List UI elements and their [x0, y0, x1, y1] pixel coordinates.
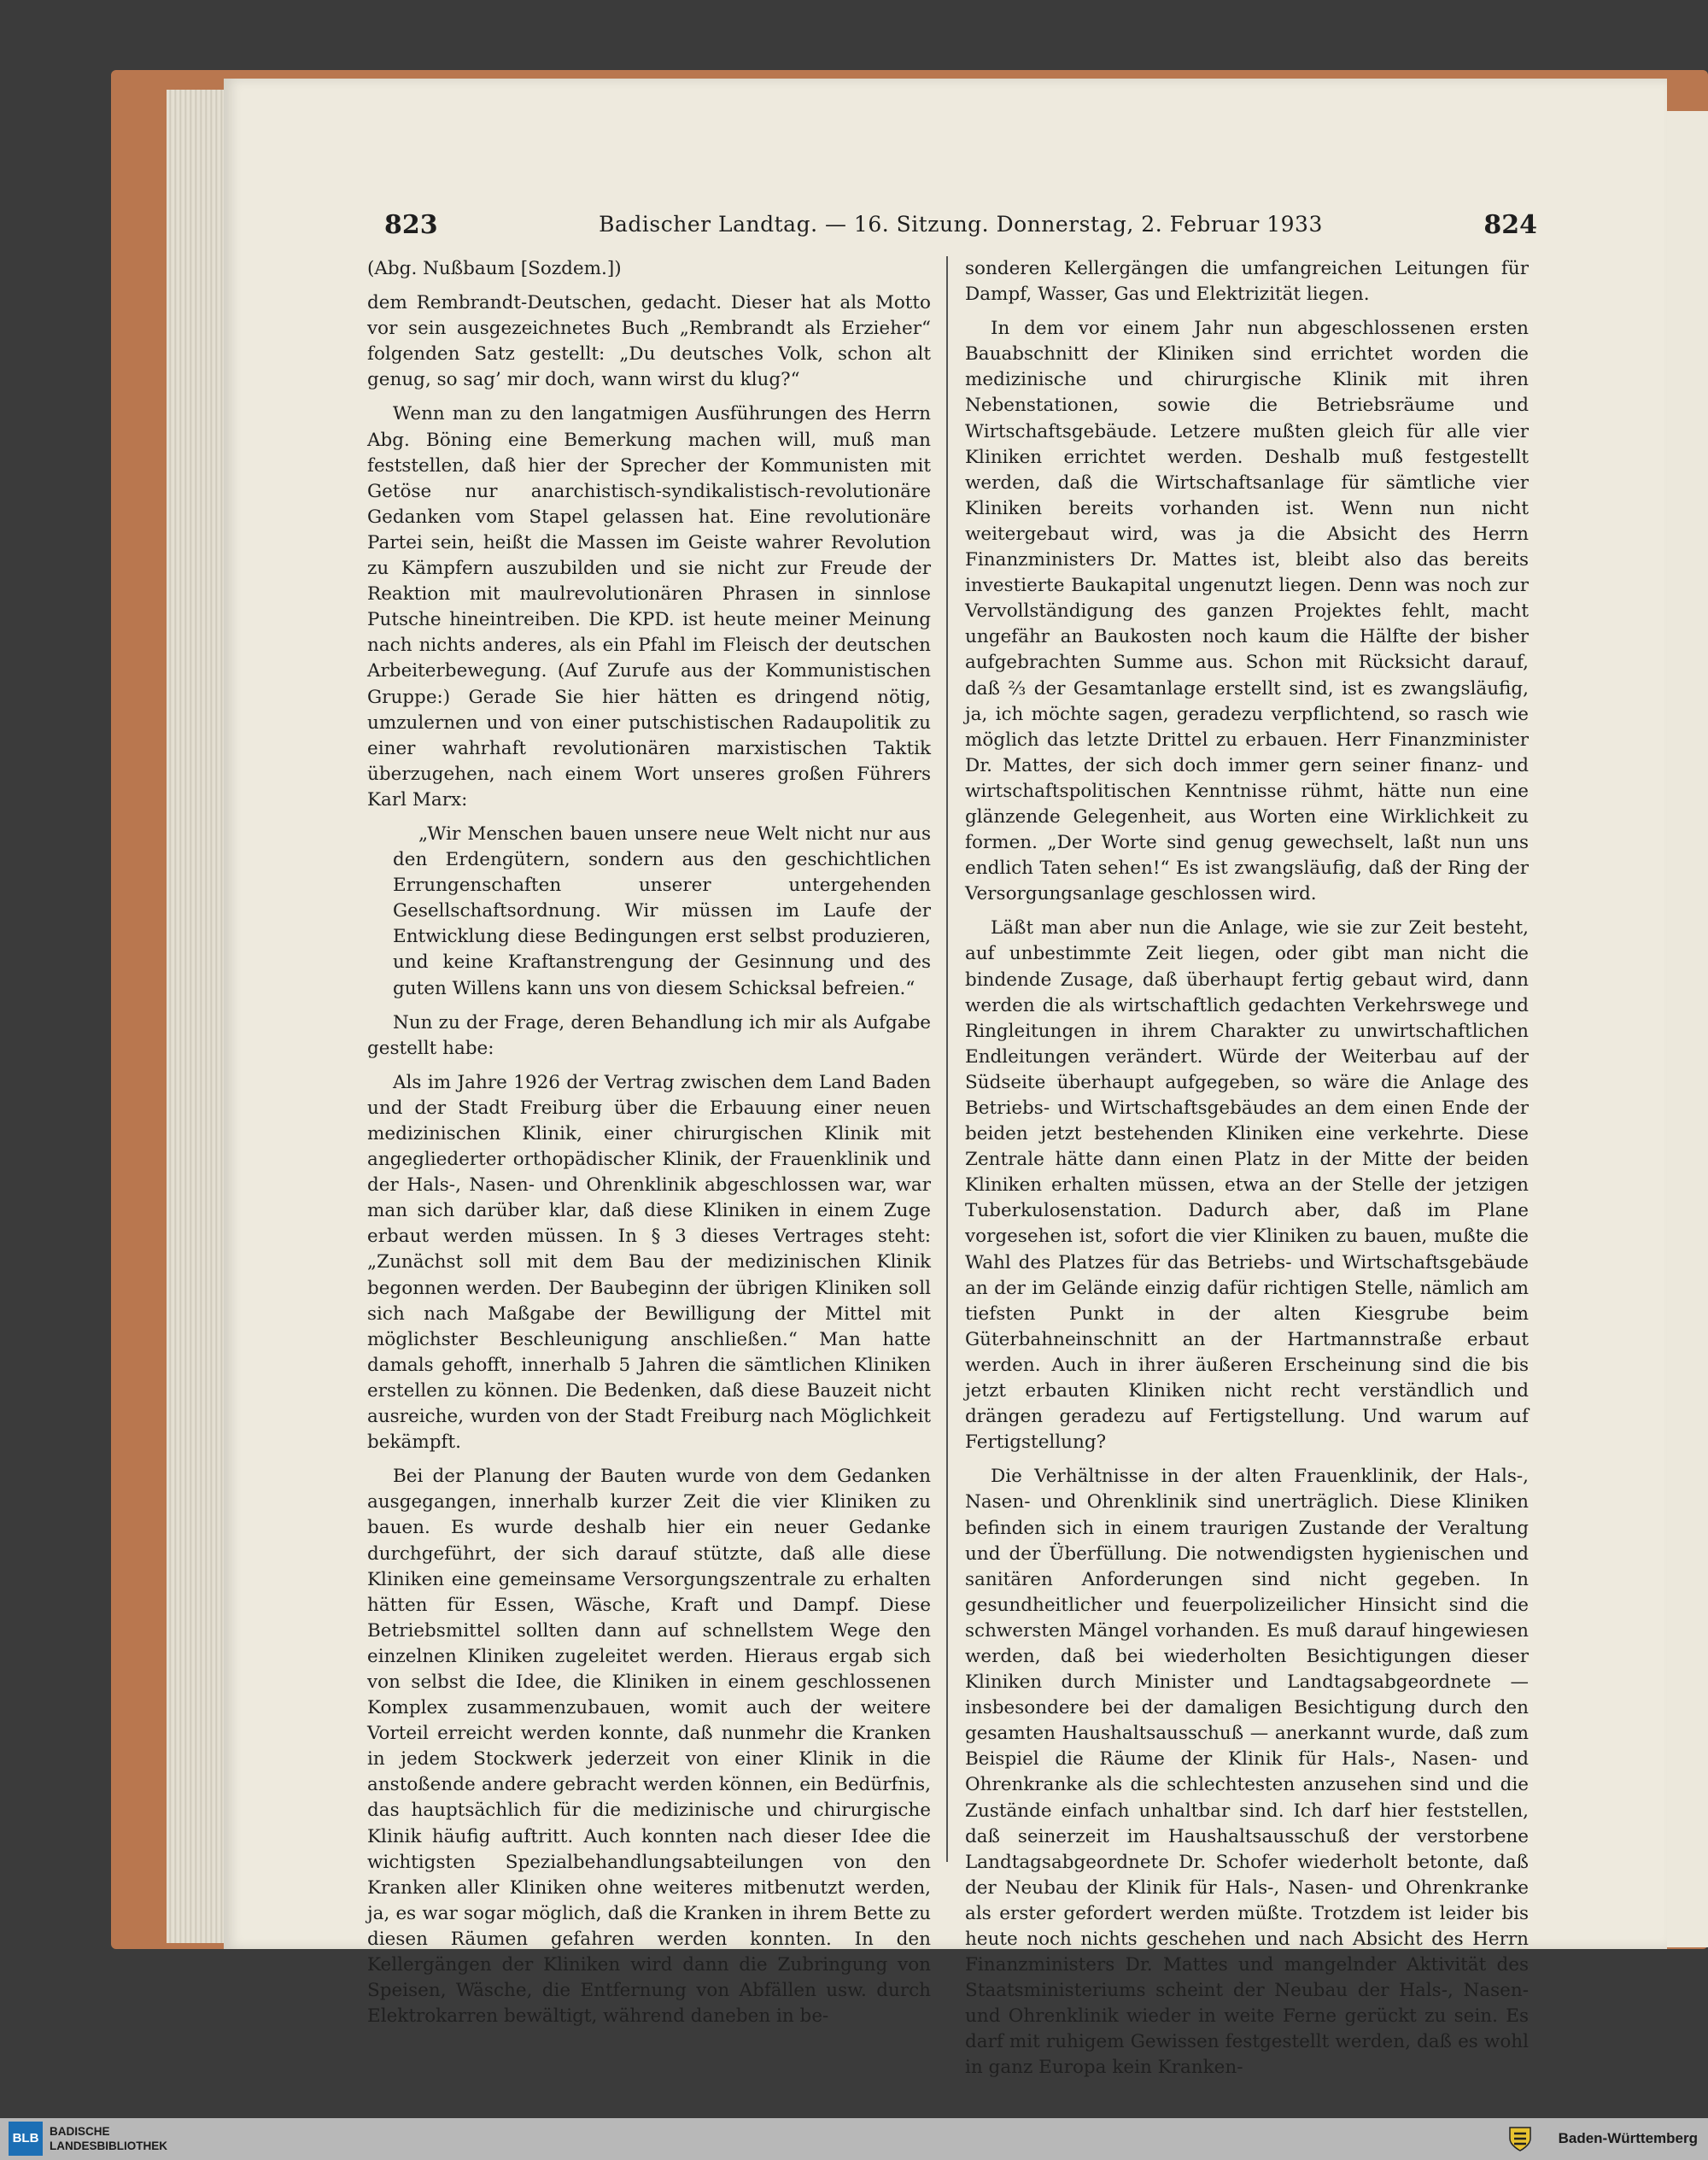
- paragraph: dem Rembrandt-Deutschen, gedacht. Dieser hat als Motto vor sein ausgezeichnetes Buch „Rembrandt als Erzieher“ folgenden Satz gestellt: „Du deutsches Volk, schon alt genug, so sag’ mir doch, wann wirst du klug?“: [367, 292, 931, 391]
- paragraph: Läßt man aber nun die Anlage, wie sie zur Zeit besteht, auf unbestimmte Zeit liegen, oder gibt man nicht die bindende Zusage, daß überhaupt fertig gebaut wird, dann werden die als wirtschaftlich gedachten Verkehrswege und Ringleitungen in ihrem Charakter zu unwirtschaftlichen Endleitungen verändert. Würde der Weiterbau auf der Südseite überhaupt aufgegeben, so wäre die Anlage des Betriebs- und Wirtschaftsgebäudes an dem einen Ende der beiden jetzt bestehenden Kliniken eine verkehrte. Diese Zentrale hätte dann einen Platz in der Mitte der beiden Kliniken erhalten müssen, etwa an der Stelle der jetzigen Tuberkulosenstation. Dadurch aber, daß im Plane vorgesehen ist, sofort die vier Kliniken zu bauen, mußte die Wahl des Platzes für das Betriebs- und Wirtschaftsgebäude an der im Gelände einzig dafür richtigen Stelle, nämlich am tiefsten Punkt in der alten Kiesgrube beim Güterbahneinschnitt an der Hartmannstraße erbaut werden. Auch in ihrer äußeren Erscheinung sind die bis jetzt erbauten Kliniken nicht recht verständlich und drängen geradezu auf Fertigstellung. Und warum auf Fertigstellung?: [965, 917, 1529, 1454]
- blb-name: [50, 2124, 167, 2153]
- library-footer-bar: [0, 2118, 1708, 2160]
- block-quote: „Wir Menschen bauen unsere neue Welt nicht nur aus den Erdengütern, sondern aus den geschichtlichen Errungenschaften unserer untergehenden Gesellschaftsordnung. Wir müssen im Laufe der Entwicklung diese Bedingungen erst selbst produzieren, und keine Kraftanstrengung der Gesinnung und des guten Willens kann uns von diesem Schicksal befreien.“: [393, 822, 931, 999]
- paragraph: Die Verhältnisse in der alten Frauenklinik, der Hals-, Nasen- und Ohrenklinik sind unerträglich. Diese Kliniken befinden sich in einem traurigen Zustande der Veraltung und der Überfüllung. Die notwendigsten hygienischen und sanitären Anforderungen sind nicht gegeben. In gesundheitlicher und feuerpolizeilicher Hinsicht sind die schwersten Mängel vorhanden. Es muß darauf hingewiesen werden, daß bei wiederholten Besichtigungen dieser Kliniken durch Minister und Landtagsabgeordnete — insbesondere bei der damaligen Besichtigung durch den gesamten Haushaltsausschuß — anerkannt wurde, daß zum Beispiel die Räume der Klinik für Hals-, Nasen- und Ohrenkranke als die schlechtesten anzusehen sind und die Zustände einfach unhaltbar sind. Ich darf hier feststellen, daß seinerzeit im Haushaltsausschuß der verstorbene Landtagsabgeordnete Dr. Schofer wiederholt betonte, daß der Neubau der Klinik für Hals-, Nasen- und Ohrenkranke als erster gefordert werden müßte. Trotzdem ist leider bis heute noch nichts geschehen und nach Absicht des Herrn Finanzministers Dr. Mattes und mangelnder Aktivität des Staatsministeriums scheint der Neubau der Hals-, Nasen- und Ohrenklinik wieder in weite Ferne gerückt zu sein. Es darf mit ruhigem Gewissen festgestellt werden, daß es wohl in ganz Europa kein Kranken-: [965, 1466, 1529, 2079]
- bw-label[interactable]: Baden-Württemberg: [1558, 2130, 1698, 2146]
- blb-logo[interactable]: BLB: [9, 2122, 43, 2156]
- page-number-left: 823: [384, 210, 438, 240]
- page-header: [384, 210, 1537, 244]
- bw-coat-of-arms-icon: [1507, 2125, 1533, 2152]
- blb-name-line2: LANDESBIBLIOTHEK: [50, 2140, 167, 2152]
- paragraph: sonderen Kellergängen die umfangreichen Leitungen für Dampf, Wasser, Gas und Elektrizität liegen.: [965, 258, 1529, 306]
- page-number-right: 824: [1483, 210, 1537, 240]
- paragraph: Nun zu der Frage, deren Behandlung ich mir als Aufgabe gestellt habe:: [367, 1011, 931, 1059]
- running-title: Badischer Landtag. — 16. Sitzung. Donnerstag, 2. Februar 1933: [599, 212, 1323, 237]
- left-column: [367, 256, 931, 2038]
- speaker-note: (Abg. Nußbaum [Sozdem.]): [367, 258, 622, 279]
- column-divider: [946, 256, 948, 1862]
- paragraph: Wenn man zu den langatmigen Ausführungen des Herrn Abg. Böning eine Bemerkung machen will, muß man feststellen, daß hier der Sprecher der Kommunisten mit Getöse nur anarchistisch-syndikalistisch-revolutionäre Gedanken vom Stapel gelassen hat. Eine revolutionäre Partei sein, heißt die Massen im Geiste wahrer Revolution zu Kämpfern auszubilden und sie nicht zur Freude der Reaktion mit maulrevolutionären Phrasen in sinnlose Putsche hineintreiben. Die KPD. ist heute meiner Meinung nach nichts anderes, als ein Pfahl im Fleisch der deutschen Arbeiterbewegung. (Auf Zurufe aus der Kommunistischen Gruppe:) Gerade Sie hier hätten es dringend nötig, umzulernen und von einer putschistischen Radaupolitik zu einer wahrhaft revolutionären marxistischen Taktik überzugehen, nach einem Wort unseres großen Führers Karl Marx:: [367, 403, 931, 811]
- right-column: [965, 256, 1529, 2090]
- paragraph: In dem vor einem Jahr nun abgeschlossenen ersten Bauabschnitt der Kliniken sind errichtet worden die medizinische und chirurgische Klinik mit ihren Nebenstationen, sowie die Betriebsräume und Wirtschaftsgebäude. Letzere mußten gleich für alle vier Kliniken errichtet werden. Deshalb muß festgestellt werden, daß die Wirtschaftsanlage für sämtliche vier Kliniken bereits vorhanden ist. Wenn nun nicht weitergebaut wird, was ja die Absicht des Herrn Finanzministers Dr. Mattes ist, bleibt also das bereits investierte Baukapital ungenutzt liegen. Denn was noch zur Vervollständigung des ganzen Projektes fehlt, macht ungefähr an Baukosten noch kaum die Hälfte der bisher aufgebrachten Summe aus. Schon mit Rücksicht darauf, daß ⅔ der Gesamtanlage erstellt sind, ist es zwangsläufig, ja, ich möchte sagen, geradezu verpflichtend, so rasch wie möglich das letzte Drittel zu erbauen. Herr Finanzminister Dr. Mattes, der sich doch immer gern seiner finanz- und wirtschaftspolitischen Kenntnisse rühmt, hätte nun eine glänzende Gelegenheit, aus Worten eine Wirklichkeit zu formen. „Der Worte sind genug gewechselt, laßt nun uns endlich Taten sehen!“ Es ist zwangsläufig, daß der Ring der Versorgungsanlage geschlossen wird.: [965, 318, 1529, 905]
- paragraph: Als im Jahre 1926 der Vertrag zwischen dem Land Baden und der Stadt Freiburg über die Erbauung einer neuen medizinischen Klinik, einer chirurgischen Klinik mit angegliederter orthopädischer Klinik, der Frauenklinik und der Hals-, Nasen- und Ohrenklinik abgeschlossen war, war man sich darüber klar, daß diese Kliniken in einem Zuge erbaut werden müssen. In § 3 dieses Vertrages steht: „Zunächst soll mit dem Bau der medizinischen Klinik begonnen werden. Der Baubeginn der übrigen Kliniken soll sich nach Maßgabe der Bewilligung der Mittel mit möglichster Beschleunigung anschließen.“ Man hatte damals gehofft, innerhalb 5 Jahren die sämtlichen Kliniken erstellen zu können. Die Bedenken, daß diese Bauzeit nicht ausreiche, wurden von der Stadt Freiburg nach Möglichkeit bekämpft.: [367, 1071, 931, 1454]
- paragraph: Bei der Planung der Bauten wurde von dem Gedanken ausgegangen, innerhalb kurzer Zeit die vier Kliniken zu bauen. Es wurde deshalb hier ein neuer Gedanke durchgeführt, der sich darauf stützte, daß alle diese Kliniken eine gemeinsame Versorgungszentrale zu erhalten hätten für Essen, Wäsche, Kraft und Dampf. Diese Betriebsmittel sollten dann auf schnellstem Wege den einzelnen Kliniken zugeleitet werden. Hieraus ergab sich von selbst die Idee, die Kliniken in einem geschlossenen Komplex zusammenzubauen, womit auch der weitere Vorteil erreicht werden konnte, daß nunmehr die Kranken in jedem Stockwerk jederzeit von einer Klinik in die anstoßende andere gebracht werden können, ein Bedürfnis, das hauptsächlich für die medizinische und chirurgische Klinik häufig auftritt. Auch konnten nach dieser Idee die wichtigsten Spezialbehandlungsabteilungen von den Kranken aller Kliniken ohne weiteres mitbenutzt werden, ja, es war sogar möglich, daß die Kranken in ihrem Bette zu diesen Räumen gefahren werden konnten. In den Kellergängen der Kliniken wird dann die Zubringung von Speisen, Wäsche, die Entfernung von Abfällen usw. durch Elektrokarren bewältigt, während daneben in be-: [367, 1466, 931, 2028]
- blb-name-line1: BADISCHE: [50, 2125, 110, 2138]
